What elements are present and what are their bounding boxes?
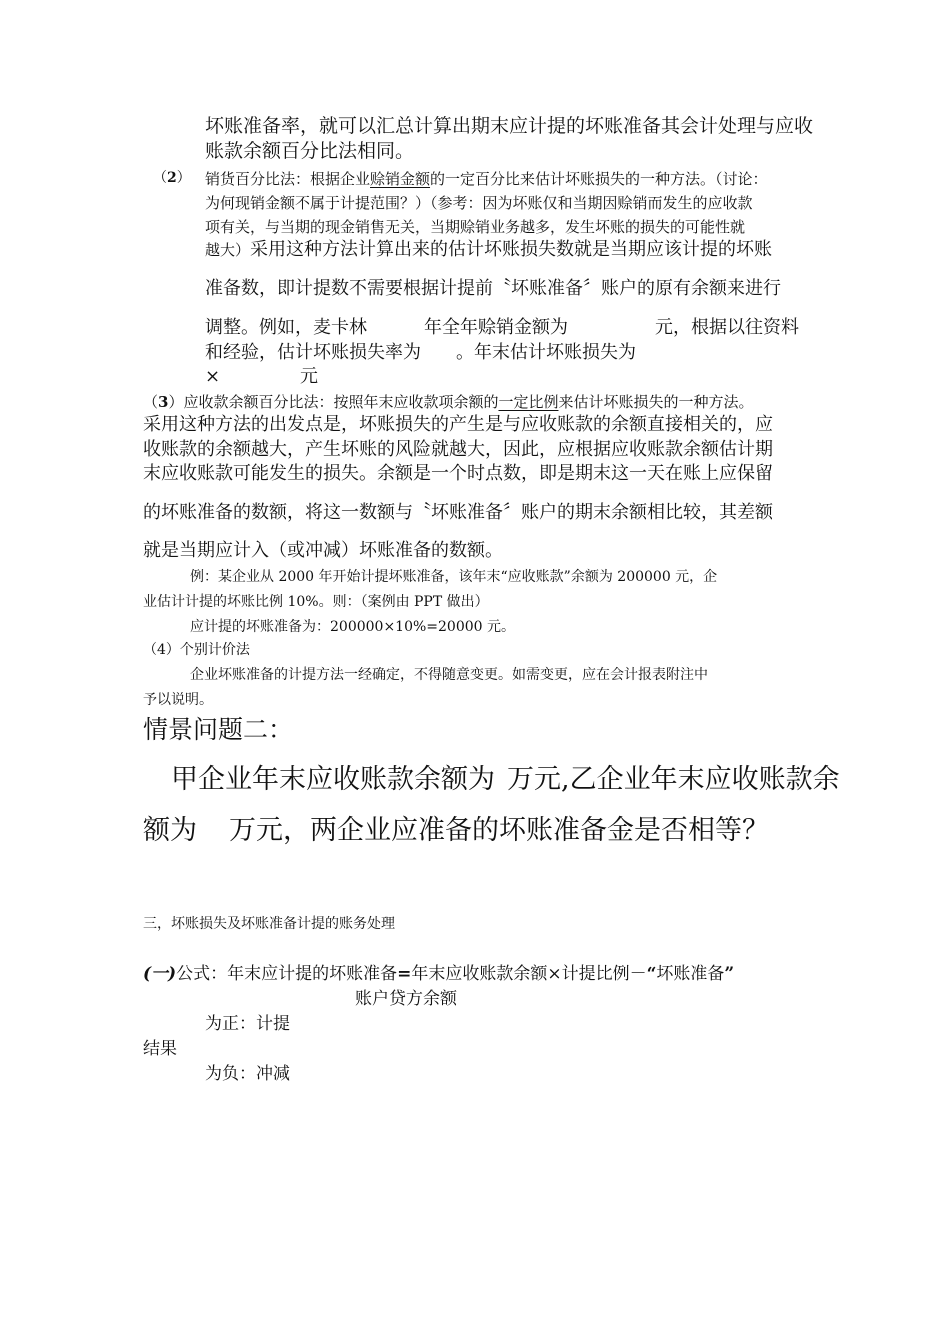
paragraph-line: 采用这种方法的出发点是，坏账损失的产生是与应收账款的余额直接相关的，应 [143,414,773,435]
paragraph-line: 准备数，即计提数不需要根据计提前〝坏账准备〞账户的原有余额来进行 [205,278,781,299]
paragraph-line: 予以说明。 [143,692,213,708]
formula-line: 账户贷方余额 [355,989,457,1009]
section-heading: 三，坏账损失及坏账准备计提的账务处理 [143,916,395,932]
paragraph-line: 例：某企业从 2000 年开始计提坏账准备，该年末“应收账款”余额为 200000 元，企 [190,569,718,585]
paragraph-line: 坏账准备率，就可以汇总计算出期末应计提的坏账准备其会计处理与应收 [205,115,814,137]
paragraph-line: 元 [300,366,318,387]
paragraph-line: 调整。例如，麦卡林 [205,317,367,338]
scenario-heading: 情景问题二： [143,715,294,744]
paragraph-line: × [205,366,221,387]
question-line: 额为 [143,815,197,846]
underlined-term: 一定比例 [498,393,559,411]
question-line: 万元，两企业应准备的坏账准备金是否相等？ [229,815,769,846]
paragraph-line: 应计提的坏账准备为：200000×10%=20000 元。 [190,619,516,635]
result-label: 结果 [143,1039,177,1059]
paragraph-line: 收账款的余额越大，产生坏账的风险就越大，因此，应根据应收账款余额估计期 [143,439,773,460]
item-number: （2） [153,170,191,186]
paragraph-line: 业估计计提的坏账比例 10%。则：（案例由 PPT 做出） [143,594,489,610]
paragraph-line: 年全年赊销金额为 [424,317,568,338]
paragraph-line: 越大）采用这种方法计算出来的估计坏账损失数就是当期应该计提的坏账 [205,239,773,260]
section-item: （4）个别计价法 [143,642,250,658]
paragraph-line: 。年末估计坏账损失为 [456,342,636,363]
paragraph-line: 为何现销金额不属于计提范围？）（参考：因为坏账仅和当期因赊销而发生的应收款 [205,194,753,212]
paragraph-line: 的坏账准备的数额，将这一数额与〝坏账准备〞账户的期末余额相比较，其差额 [143,502,773,523]
result-positive: 为正：计提 [205,1014,290,1034]
underlined-term: 赊销金额 [370,170,431,188]
formula-line: (一)公式：年末应计提的坏账准备=年末应收账款余额×计提比例－“坏账准备” [143,964,735,984]
paragraph-line: 账款余额百分比法相同。 [205,140,415,162]
paragraph-line: 就是当期应计入（或冲减）坏账准备的数额。 [143,540,503,561]
question-line: 万元,乙企业年末应收账款余 [507,764,840,795]
paragraph-line: 元，根据以往资料 [655,317,799,338]
result-negative: 为负：冲减 [205,1064,290,1084]
paragraph-line: 企业坏账准备的计提方法一经确定，不得随意变更。如需变更，应在会计报表附注中 [190,667,708,683]
question-line: 甲企业年末应收账款余额为 [171,764,495,795]
paragraph-line: 销货百分比法：根据企业赊销金额的一定百分比来估计坏账损失的一种方法。（讨论： [205,170,768,188]
paragraph-line: 末应收账款可能发生的损失。余额是一个时点数，即是期末这一天在账上应保留 [143,463,773,484]
paragraph-line: 和经验，估计坏账损失率为 [205,342,421,363]
paragraph-line: 项有关，与当期的现金销售无关，当期赊销业务越多，发生坏账的损失的可能性就 [205,218,746,236]
paragraph-line: （3）应收款余额百分比法：按照年末应收款项余额的一定比例来估计坏账损失的一种方法。 [143,393,754,411]
